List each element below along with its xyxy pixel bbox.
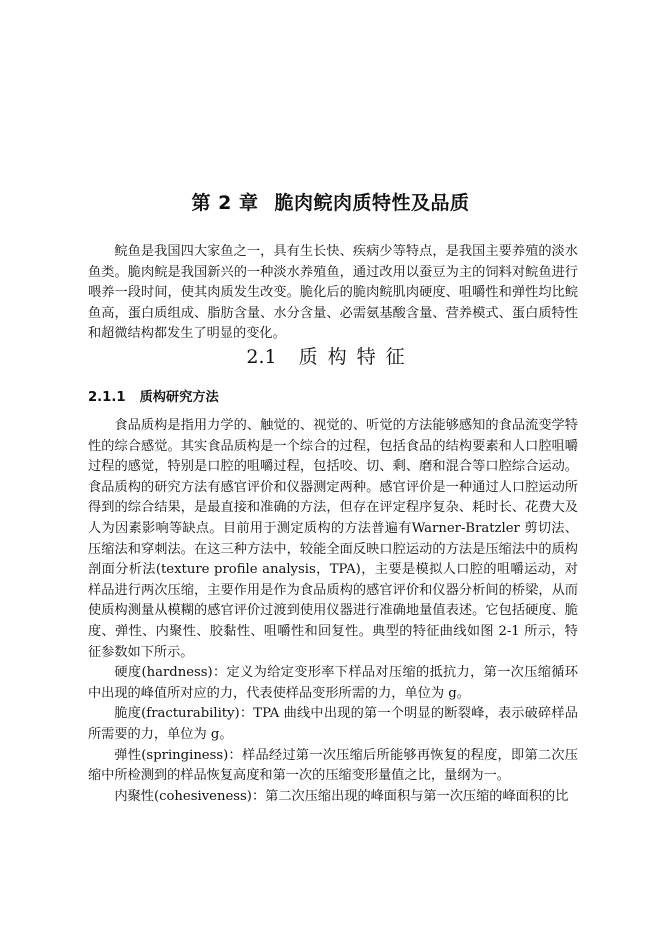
paragraph-cohesiveness: 内聚性(cohesiveness)：第二次压缩出现的峰面积与第一次压缩的峰面积的比 xyxy=(114,788,569,804)
intro-text xyxy=(88,242,578,345)
section-number: 2.1 xyxy=(246,346,277,368)
paragraph-texture-methods: 食品质构是指用力学的、触觉的、视觉的、听觉的方法能够感知的食品流变学特性的综合感觉。其实食品质构是一个综合的过程，包括食品的结构要素和人口腔咀嚼过程的感觉，特别是口腔的咀嚼过程，包括咬、切、剩、磨和混合等口腔综合运动。食品质构的研究方法有感官评价和仪器测定两种。感官评价是一种通过人口腔运动所得到的综合结果，是最直接和准确的方法，但存在评定程序复杂、耗时长、花费大及人为因素影响等缺点。目前用于测定质构的方法普遍有Warner-Bratzler 剪切法、压缩法和穿刺法。在这三种方法中，较能全面反映口腔运动的方法是压缩法中的质构剖面分析法(texture profile analysis，TPA)，主要是模拟人口腔的咀嚼运动，对样品进行两次压缩，主要作用是作为食品质构的感官评价和仪器分析间的桥梁，从而使质构测量从模糊的感官评价过渡到使用仪器进行准确地量值表述。它包括硬度、脆度、弹性、内聚性、胶黏性、咀嚼性和回复性。典型的特征曲线如图 2-1 所示，特征参数如下所示。 xyxy=(88,418,578,660)
chapter-name: 脆肉鲩肉质特性及品质 xyxy=(274,192,470,214)
paragraph-fracturability: 脆度(fracturability)：TPA 曲线中出现的第一个明显的断裂峰，表示破碎样品所需要的力，单位为 g。 xyxy=(88,706,578,742)
section-title xyxy=(0,342,661,369)
main-text xyxy=(88,416,578,807)
chapter-title xyxy=(0,188,661,215)
paragraph-springiness: 弹性(springiness)：样品经过第一次压缩后所能够再恢复的程度，即第二次压缩中所检测到的样品恢复高度和第一次的压缩变形量值之比，量纲为一。 xyxy=(88,747,578,784)
chapter-number: 第 2 章 xyxy=(191,192,259,214)
subsection-number: 2.1.1 xyxy=(88,390,126,405)
subsection-name: 质构研究方法 xyxy=(139,390,219,405)
subsection-title xyxy=(88,386,219,405)
intro-paragraph: 鲩鱼是我国四大家鱼之一，具有生长快、疾病少等特点，是我国主要养殖的淡水鱼类。脆肉鲩是我国新兴的一种淡水养殖鱼，通过改用以蚕豆为主的饲料对鲩鱼进行喂养一段时间，使其肉质发生改变。脆化后的脆肉鲩肌肉硬度、咀嚼性和弹性均比鲩鱼高，蛋白质组成、脂肪含量、水分含量、必需氨基酸含量、营养模式、蛋白质特性和超微结构都发生了明显的变化。 xyxy=(88,244,578,342)
section-name: 质构特征 xyxy=(298,346,415,368)
paragraph-hardness: 硬度(hardness)：定义为给定变形率下样品对压缩的抵抗力，第一次压缩循环中出现的峰值所对应的力，代表使样品变形所需的力，单位为 g。 xyxy=(88,665,578,701)
